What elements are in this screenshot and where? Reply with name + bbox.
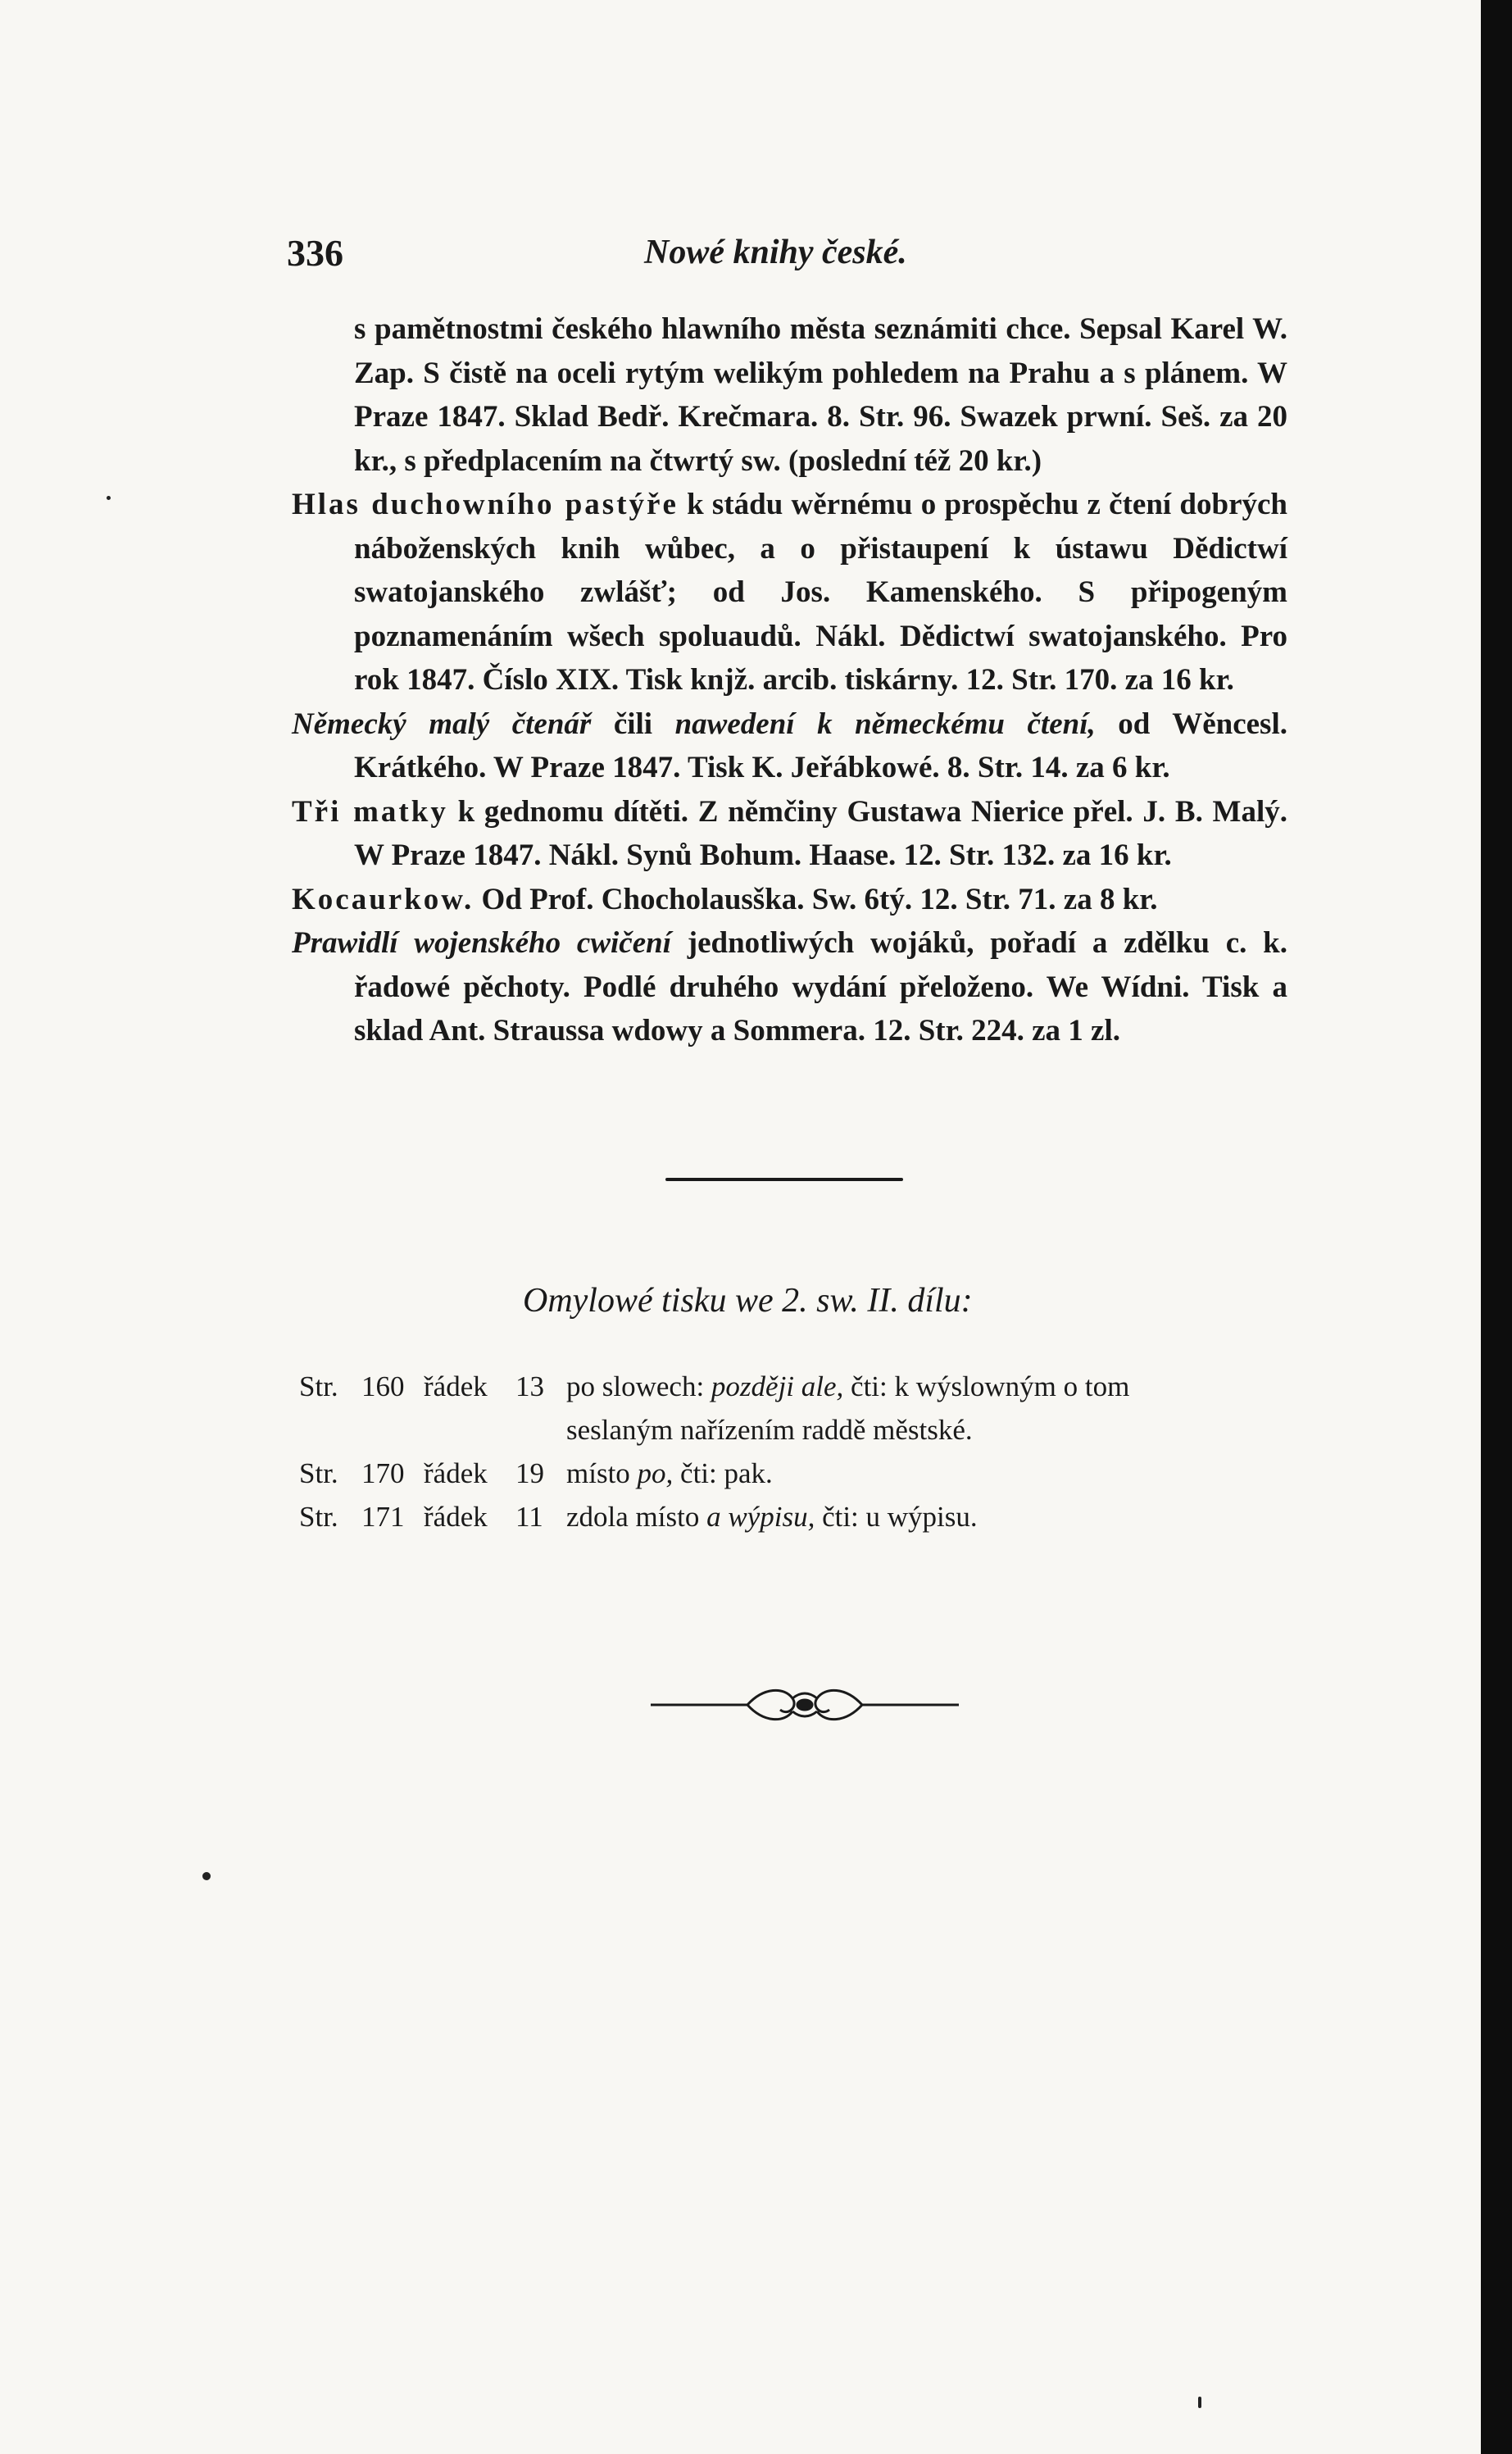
errata-title: Omylowé tisku we 2. sw. II. dílu:	[523, 1282, 973, 1320]
entry-text: k gednomu dítěti. Z němčiny Gustawa Nierice přel. J. B. Malý. W Praze 1847. Nákl. Synů Bohum. Haase. 12. Str. 132. za 16 kr.	[354, 794, 1288, 872]
entry-title: Kocaurkow.	[292, 882, 474, 916]
book-listings	[292, 307, 1287, 1053]
ink-speck	[1198, 2397, 1201, 2408]
errata-str: Str.	[299, 1370, 338, 1402]
section-divider	[665, 1178, 903, 1181]
entry-text: s pamětnostmi českého hlawního města seznámiti chce. Sepsal Karel W. Zap. S čistě na oceli rytým welikým pohledem na Prahu a s plánem. W Praze 1847. Sklad Bedř. Krečmara. 8. Str. 96. Swazek prwní. Seš. za 20 kr., s předplacením na čtwrtý sw. (poslední též 20 kr.)	[354, 312, 1287, 478]
list-item	[292, 878, 1287, 922]
errata-row	[299, 1365, 1299, 1408]
errata-before: po slowech:	[566, 1370, 711, 1402]
entry-text: od Wěncesl. Krátkého. W Praze 1847. Tisk K. Jeřábkowé. 8. Str. 14. za 6 kr.	[354, 707, 1287, 784]
running-title: Nowé knihy české.	[644, 234, 907, 271]
errata-correction	[566, 1495, 978, 1538]
entry-title: Německý malý čtenář	[292, 707, 592, 741]
decorative-ornament-icon	[649, 1680, 960, 1729]
ink-speck	[202, 1872, 211, 1880]
errata-before: místo	[566, 1457, 638, 1489]
list-item	[292, 702, 1287, 790]
errata-str: Str.	[299, 1457, 338, 1489]
errata-line: 13	[515, 1370, 544, 1402]
errata-continuation: seslaným nařízením raddě městské.	[566, 1414, 973, 1446]
errata-str: Str.	[299, 1501, 338, 1533]
entry-title: Hlas duchowního pastýře	[292, 488, 679, 521]
errata-after: čti: pak.	[673, 1457, 773, 1489]
errata-wrong: po,	[637, 1457, 674, 1489]
errata-page: 160	[361, 1370, 405, 1402]
list-item	[292, 483, 1287, 702]
list-item	[292, 307, 1287, 483]
entry-title: Tři matky	[292, 794, 448, 829]
errata-line: 11	[515, 1501, 543, 1533]
errata-correction	[566, 1365, 1129, 1408]
entry-text: Od Prof. Chocholausška. Sw. 6tý. 12. Str. 71. za 8 kr.	[474, 882, 1158, 916]
entry-title: Prawidlí wojenského cwičení	[292, 926, 671, 960]
errata-wrong: a wýpisu,	[706, 1501, 815, 1533]
errata-correction	[566, 1452, 773, 1495]
errata-page: 171	[361, 1501, 405, 1533]
errata-line: 19	[515, 1457, 544, 1489]
errata-after: čti: u wýpisu.	[815, 1501, 978, 1533]
errata-before: zdola místo	[566, 1501, 707, 1533]
entry-text: čili	[591, 707, 675, 741]
errata-radek: řádek	[424, 1501, 488, 1533]
page-header	[287, 231, 1270, 280]
entry-text: jednotliwých wojáků, pořadí a zdělku c. k. řadowé pěchoty. Podlé druhého wydání přeloženo. We Wídni. Tisk a sklad Ant. Straussa wdowy a Sommera. 12. Str. 224. za 1 zl.	[354, 926, 1287, 1047]
errata-row-continuation	[299, 1408, 1299, 1452]
errata-row	[299, 1495, 1299, 1538]
errata-after: čti: k wýslowným o tom	[843, 1370, 1130, 1402]
page-number: 336	[287, 232, 343, 274]
list-item	[292, 921, 1287, 1053]
list-item	[292, 790, 1287, 878]
entry-text: k stádu wěrnému o prospěchu z čtení dobrých náboženských knih wůbec, a o přistaupení k ústawu Dědictwí swatojanského zwlášť; od Jos. Kamenského. S připogeným poznamenáním wšech spoluaudů. Nákl. Dědictwí swatojanského. Pro rok 1847. Číslo XIX. Tisk knjž. arcib. tiskárny. 12. Str. 170. za 16 kr.	[354, 488, 1288, 697]
errata-wrong: později ale,	[711, 1370, 844, 1402]
errata-page: 170	[361, 1457, 405, 1489]
errata-row	[299, 1452, 1299, 1495]
errata-radek: řádek	[424, 1370, 488, 1402]
page-edge-shadow	[1481, 0, 1512, 2454]
errata-radek: řádek	[424, 1457, 488, 1489]
ink-speck	[107, 496, 111, 500]
entry-subtitle: nawedení k německému čtení,	[674, 707, 1096, 741]
errata-list	[299, 1365, 1299, 1538]
